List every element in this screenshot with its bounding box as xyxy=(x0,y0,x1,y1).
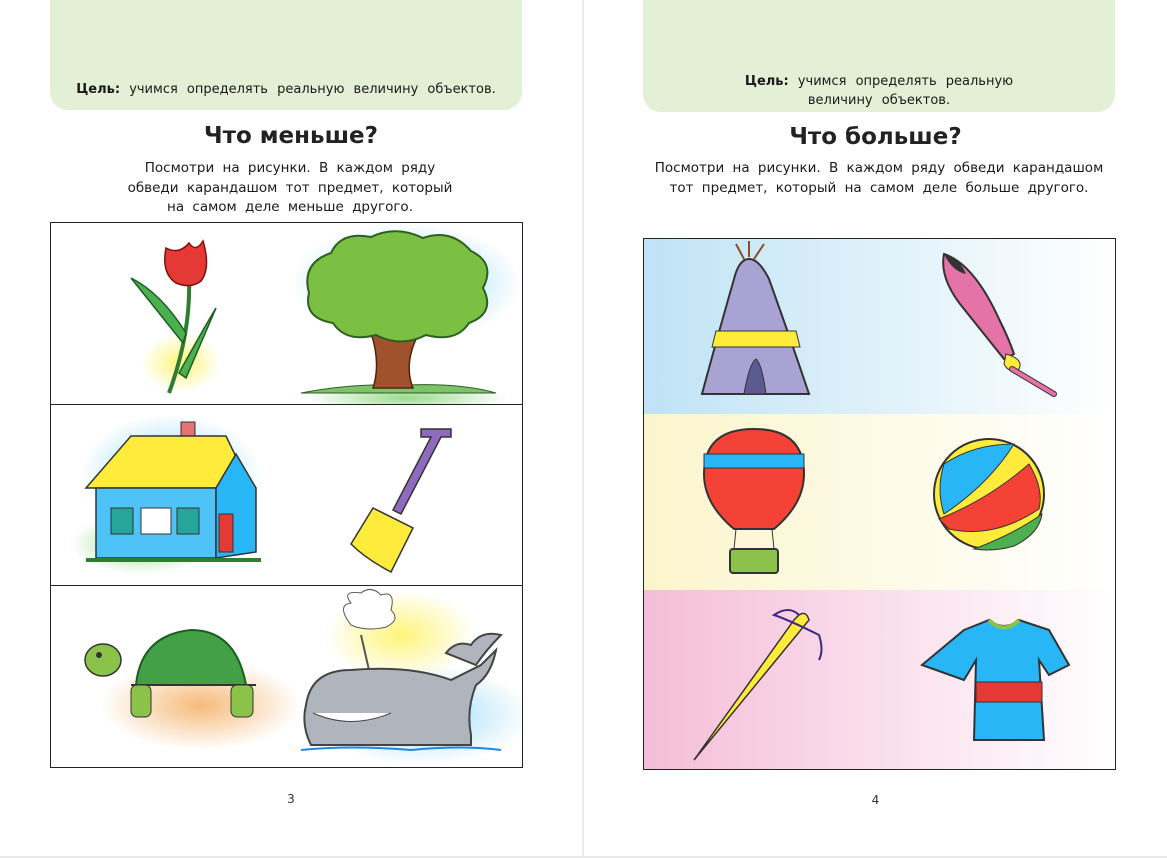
exercise-row xyxy=(644,414,1115,591)
house-icon[interactable] xyxy=(71,414,261,574)
instructions xyxy=(110,159,470,218)
page-left xyxy=(0,0,582,856)
page-title: Что меньше? xyxy=(204,123,378,149)
shovel-icon[interactable] xyxy=(351,429,451,572)
exercise-row xyxy=(51,223,522,405)
goal-label: Цель: xyxy=(76,82,121,97)
goal-line: величину объектов. xyxy=(807,93,951,108)
goal-box xyxy=(643,0,1115,112)
goal-label: Цель: xyxy=(744,74,789,89)
turtle-icon[interactable] xyxy=(85,630,301,750)
goal-description: учимся определять реальную величину объектов. xyxy=(129,82,496,97)
instruction-line: обведи карандашом тот предмет, который xyxy=(127,179,453,196)
tulip-icon[interactable] xyxy=(131,241,221,393)
exercise-row xyxy=(51,585,522,767)
instruction-line: Посмотри на рисунки. В каждом ряду xyxy=(144,160,436,176)
instructions xyxy=(643,159,1115,198)
exercise-row xyxy=(644,239,1115,415)
exercise-grid xyxy=(50,222,523,768)
instruction-line: тот предмет, который на самом деле больше другого. xyxy=(669,179,1089,196)
goal-description: учимся определять реальную xyxy=(797,74,1014,89)
page-number: 4 xyxy=(871,793,880,807)
exercise-grid xyxy=(643,238,1116,770)
page-number: 3 xyxy=(287,792,295,806)
page-title: Что больше? xyxy=(789,124,962,150)
goal-text xyxy=(643,72,1115,110)
whale-icon[interactable] xyxy=(301,589,522,765)
exercise-row xyxy=(644,590,1115,769)
instruction-line: на самом деле меньше другого. xyxy=(167,199,413,215)
goal-line xyxy=(643,72,1115,91)
goal-box xyxy=(50,0,522,110)
tree-icon[interactable] xyxy=(291,223,521,404)
exercise-row xyxy=(51,404,522,586)
ball-icon[interactable] xyxy=(934,439,1044,550)
goal-text xyxy=(50,80,522,99)
instruction-line: Посмотри на рисунки. В каждом ряду обведи карандашом xyxy=(654,160,1104,176)
page-right xyxy=(584,0,1167,856)
